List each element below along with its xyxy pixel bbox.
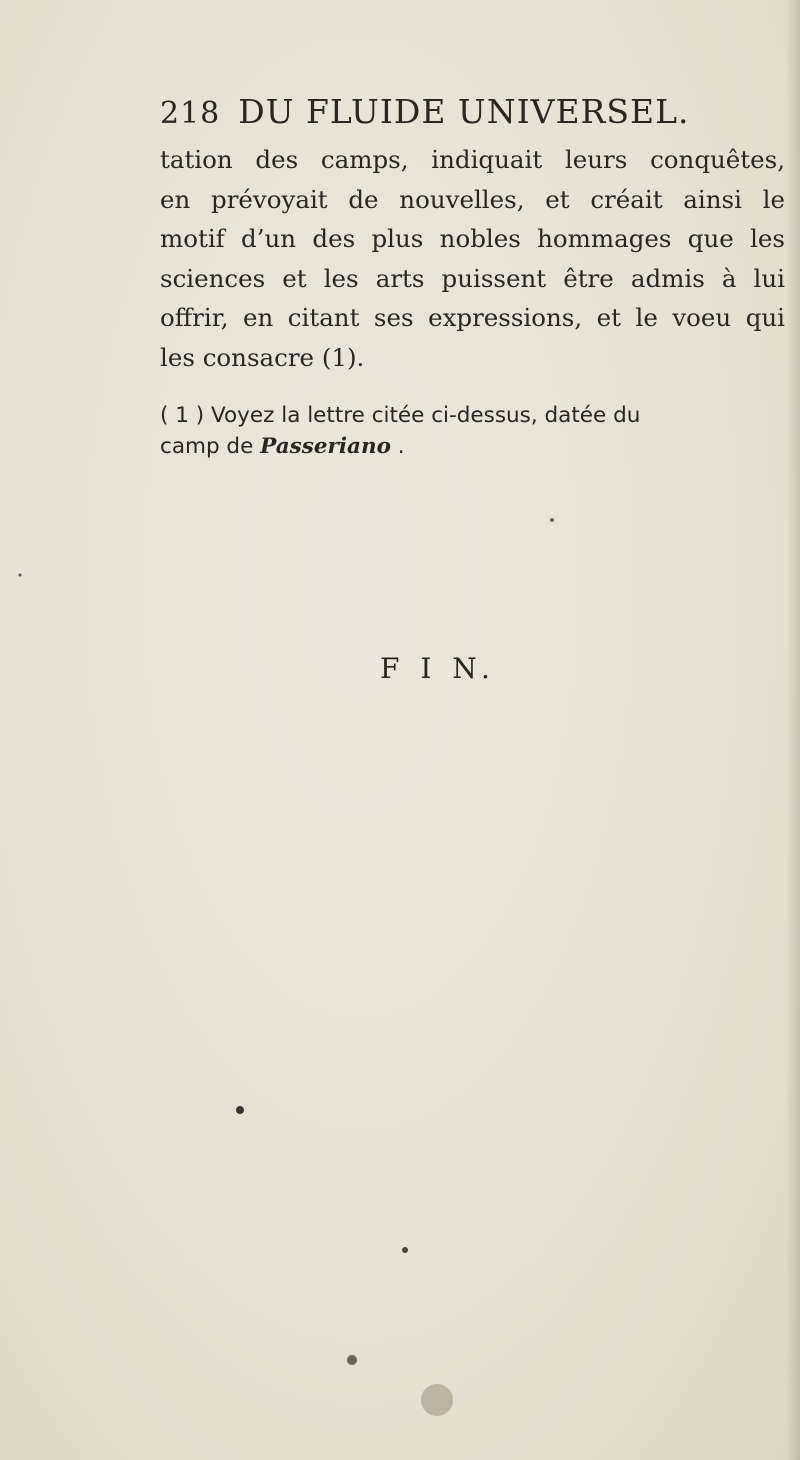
footnote-period: . <box>397 434 405 459</box>
text-line: offrir, en citant ses expressions, et le voeu qui <box>160 303 785 332</box>
ink-speck <box>236 1106 244 1114</box>
running-title: DU FLUIDE UNIVERSEL. <box>238 92 690 131</box>
ink-speck <box>402 1247 408 1253</box>
text-line: motif d’un des plus nobles hommages que les <box>160 224 785 253</box>
body-paragraph <box>160 140 785 377</box>
text-line: les consacre (1). <box>160 342 365 372</box>
page-number: 218 <box>160 96 221 131</box>
ink-speck <box>347 1355 357 1365</box>
end-mark: F I N. <box>380 652 496 685</box>
footnote-text: camp de <box>160 434 254 459</box>
footnote <box>160 400 790 462</box>
ink-speck <box>550 518 554 522</box>
ink-speck <box>19 574 22 577</box>
stain-mark <box>421 1384 453 1416</box>
running-header <box>160 92 800 131</box>
text-line: sciences et les arts puissent être admis à lui <box>160 263 785 293</box>
text-line: en prévoyait de nouvelles, et créait ainsi le <box>160 184 785 214</box>
footnote-italic-place: Passeriano <box>260 434 391 459</box>
text-line: tation des camps, indiquait leurs conquêtes, <box>160 145 785 174</box>
footnote-line: ( 1 ) Voyez la lettre citée ci-dessus, datée du <box>160 403 641 428</box>
footnote-line-2 <box>160 431 790 462</box>
